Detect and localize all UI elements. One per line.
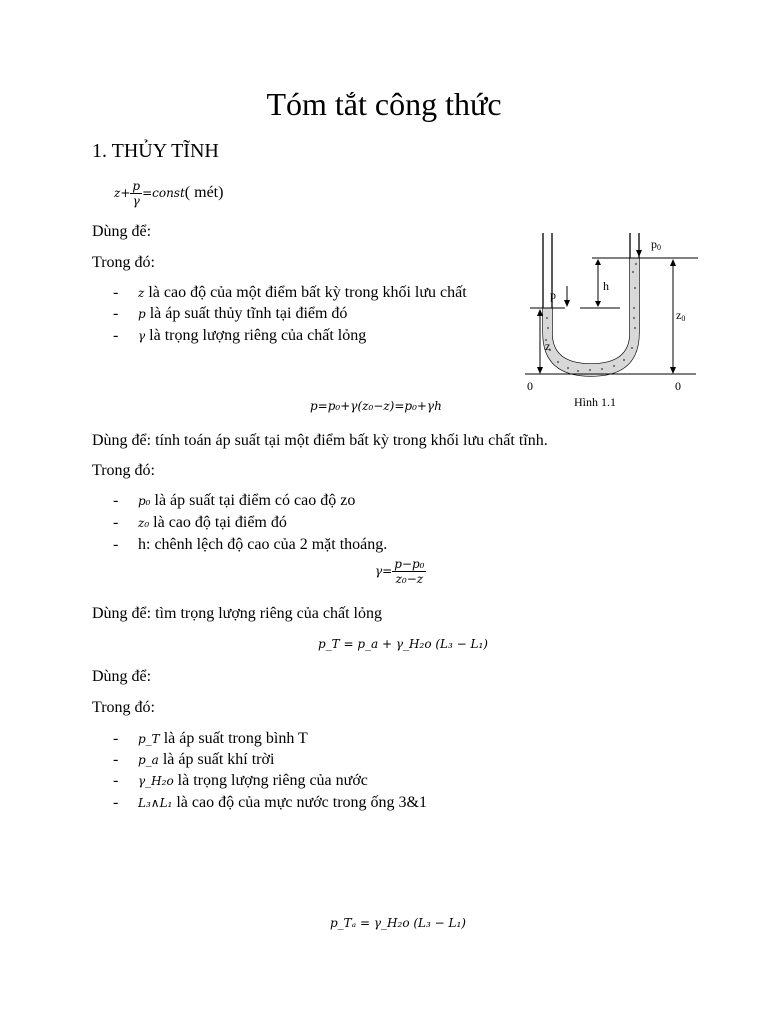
bullet-dash: - [113, 305, 119, 322]
label-h: h [603, 279, 609, 293]
where-label-4: Trong đó: [92, 699, 155, 716]
list-item: p_a là áp suất khí trời [138, 751, 275, 768]
section-heading: 1. THỦY TĨNH [92, 140, 219, 162]
bullet-dash: - [113, 536, 119, 553]
list-item: p_T là áp suất trong bình T [138, 730, 308, 747]
use-label-1: Dùng để: [92, 223, 152, 240]
bullet-dash: - [113, 772, 119, 789]
list-item: z là cao độ của một điểm bất kỳ trong khối lưu chất [138, 284, 467, 301]
bullet-dash: - [113, 751, 119, 768]
bullet-dash: - [113, 492, 119, 509]
formula-pressure: p=p₀+γ(z₀−z)=p₀+γh [310, 399, 442, 413]
bullet-dash: - [113, 327, 119, 344]
formula-tank-pressure-relative: p_Tₐ = γ_H₂o (L₃ − L₁) [330, 916, 466, 930]
liquid-fill [543, 258, 639, 376]
label-zero-right: 0 [675, 379, 681, 393]
figure-caption: Hình 1.1 [574, 395, 616, 409]
u-tube-figure [520, 228, 710, 412]
page-title: Tóm tắt công thức [266, 86, 502, 122]
label-zero-left: 0 [527, 379, 533, 393]
formula-specific-weight: γ= $\frac{\text{p−p₀}}{\text{z₀−z}}$ [375, 557, 425, 586]
bullet-dash: - [113, 284, 119, 301]
formula-bernoulli: z+ $\frac{p}{\gamma}$ =const( mét) [114, 179, 224, 208]
label-z0: z0 [676, 308, 686, 323]
formula-tank-pressure: p_T = p_a + γ_H₂o (L₃ − L₁) [318, 637, 488, 651]
label-z: z [545, 339, 551, 353]
bullet-dash: - [113, 794, 119, 811]
list-item: z₀ là cao độ tại điểm đó [138, 514, 287, 531]
where-label-1: Trong đó: [92, 254, 155, 271]
list-item: L₃∧L₁ là cao độ của mực nước trong ống 3&1 [138, 794, 427, 811]
bullet-dash: - [113, 730, 119, 747]
label-p: p [550, 288, 556, 302]
where-label-2: Trong đó: [92, 462, 155, 479]
use-label-3: Dùng để: tìm trọng lượng riêng của chất lỏng [92, 605, 382, 622]
list-item: p₀ là áp suất tại điểm có cao độ zo [138, 492, 356, 509]
bullet-dash: - [113, 514, 119, 531]
list-item: h: chênh lệch độ cao của 2 mặt thoáng. [138, 536, 388, 553]
list-item: γ là trọng lượng riêng của chất lỏng [138, 327, 367, 344]
use-label-4: Dùng để: [92, 668, 152, 685]
use-label-2: Dùng để: tính toán áp suất tại một điểm bất kỳ trong khối lưu chất tĩnh. [92, 432, 548, 449]
list-item: γ_H₂o là trọng lượng riêng của nước [138, 772, 368, 789]
label-p0: p0 [651, 237, 661, 252]
list-item: p là áp suất thủy tĩnh tại điểm đó [138, 305, 348, 322]
